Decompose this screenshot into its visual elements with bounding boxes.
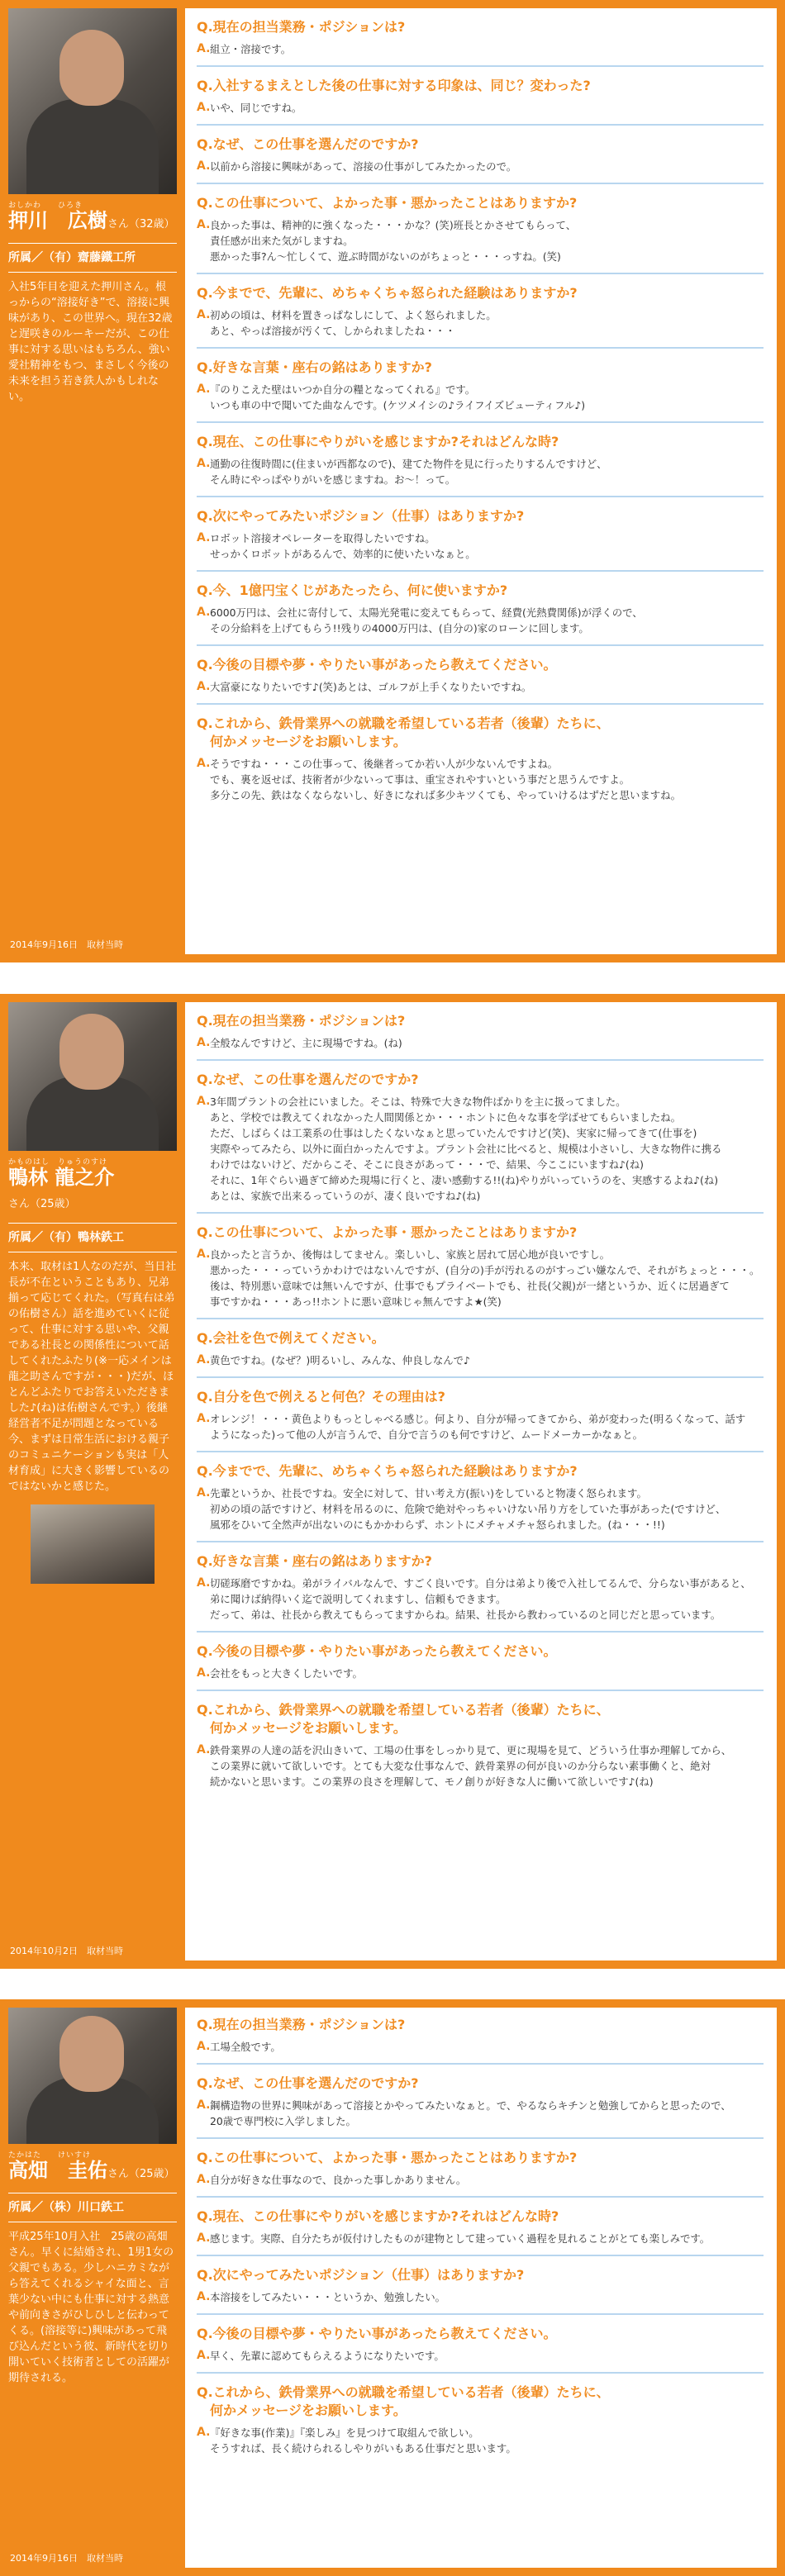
answer-body: 鋼構造物の世界に興味があって溶接とかやってみたいなぁと。で、やるならキチンと勉強してからと思ったので、 20歳で専門校に入学しました。 xyxy=(210,2099,731,2127)
answer-marker: A. xyxy=(197,2231,211,2245)
answer-body: 自分が好きな仕事なので、良かった事しかありません。 xyxy=(210,2174,467,2186)
person-name xyxy=(8,2159,177,2186)
qa-list xyxy=(197,1012,764,1789)
answer-marker: A. xyxy=(197,42,211,55)
question-heading: Q.なぜ、この仕事を選んだのですか? xyxy=(197,2075,419,2091)
profile-photo xyxy=(8,2008,177,2144)
answer-marker: A. xyxy=(197,2426,211,2439)
qa-list xyxy=(197,18,764,803)
answer-text xyxy=(197,1576,764,1623)
answer-body: オレンジ！・・・黄色よりもっとしゃべる感じ。何より、自分が帰ってきてから、弟が変わった(明るくなって、話す ようになった)って他の人が言うんで、自分で言うのも何ですけど、ムードメーカーかなぁと。 xyxy=(210,1413,746,1441)
answer-body: 良かったと言うか、後悔はしてません。楽しいし、家族と居れて居心地が良いですし。 悪かった・・・っていうかわけではないんですが、(自分の)手が汚れるのがすっごい嫌なんで、それがちょっと・・・。 後は、特別悪い意味では無いんですが、仕事でもプライベートでも、社長(父親)が一緒というか、近くに居過ぎて 事ですかね・・・あっ!!ホントに悪い意味じゃ無んですよ★(笑) xyxy=(210,1248,760,1308)
profile-bio: 本来、取材は1人なのだが、当日社長が不在ということもあり、兄弟揃って応じてくれた。（写真右は弟の佑樹さん）話を進めていくに従って、仕事に対する思いや、父親である社長との関係性について話してくれたふたり(※一応メインは龍之助さんですが・・・)だが、ほとんどふたりでお答えいただきました♪(ね)は佑樹さんです。）後継経営者不足が問題となっている今、まずは日常生活における親子のコミュニケーションも実は「人材育成」に大きく影響しているのではないかと感じた。 xyxy=(8,1261,177,1493)
question-heading: Q.これから、鉄骨業界への就職を希望している若者（後輩）たちに、 何かメッセージをお願いします。 xyxy=(197,715,610,749)
answer-text xyxy=(197,1352,764,1368)
answer-text xyxy=(197,217,764,264)
answer-text xyxy=(197,679,764,695)
answer-text xyxy=(197,756,764,803)
age-text: さん（32歳） xyxy=(107,218,175,231)
qa-separator xyxy=(197,2137,764,2139)
question-heading: Q.現在の担当業務・ポジションは? xyxy=(197,19,406,35)
answer-marker: A. xyxy=(197,308,211,321)
question-heading: Q.これから、鉄骨業界への就職を希望している若者（後輩）たちに、 何かメッセージをお願いします。 xyxy=(197,1702,610,1736)
answer-marker: A. xyxy=(197,101,211,114)
qa-separator xyxy=(197,124,764,126)
answer-body: 初めの頃は、材料を置きっぱなしにして、よく怒られました。 あと、やっぱ溶接が汚くて、しかられましたね・・・ xyxy=(210,309,497,337)
answer-text xyxy=(197,1666,764,1681)
name-ruby: おしかわ ひろき xyxy=(8,202,83,210)
name-text: 押川 広樹 xyxy=(8,209,107,232)
qa-separator xyxy=(197,1376,764,1378)
company-label: 所属／（有）齋藤鐵工所 xyxy=(8,251,136,264)
answer-text xyxy=(197,2231,764,2246)
profile-bio: 平成25年10月入社 25歳の高畑さん。早くに結婚され、1男1女の父親でもある。少しハニカミながら答えてくれるシャイな面と、言葉少ない中にも仕事に対する熱意や前向きさがひしひしと伝わってくる。(溶接等に)興味があって飛び込んだという彼、新時代を切り開いていく技術者としての活躍が期待される。 xyxy=(8,2231,174,2384)
answer-text xyxy=(197,2172,764,2188)
answer-text xyxy=(197,2348,764,2364)
qa-separator xyxy=(197,644,764,646)
answer-text xyxy=(197,41,764,57)
answer-text xyxy=(197,2425,764,2456)
profile-photo xyxy=(8,1002,177,1151)
interview-card xyxy=(0,0,785,962)
person-name xyxy=(8,1166,177,1216)
answer-body: 『のりこえた壁はいつか自分の糧となってくれる』です。 いつも車の中で聞いてた曲なんです。(ケツメイシの♪ライフイズビューティフル♪) xyxy=(210,383,586,411)
interview-card xyxy=(0,994,785,1969)
question-heading: Q.今後の目標や夢・やりたい事があったら教えてください。 xyxy=(197,657,557,673)
question-heading: Q.自分を色で例えると何色？その理由は? xyxy=(197,1389,445,1404)
answer-body: 大富豪になりたいです♪(笑)あとは、ゴルフが上手くなりたいですね。 xyxy=(210,681,532,693)
answer-marker: A. xyxy=(197,606,211,619)
answer-text xyxy=(197,100,764,116)
name-text: 鴨林 龍之介 xyxy=(8,1166,115,1189)
answer-marker: A. xyxy=(197,531,211,544)
qa-separator xyxy=(197,1451,764,1452)
answer-text xyxy=(197,1742,764,1789)
qa-list xyxy=(197,2016,764,2456)
question-heading: Q.この仕事について、よかった事・悪かったことはありますか? xyxy=(197,195,578,211)
answer-marker: A. xyxy=(197,1576,211,1590)
person-name xyxy=(8,209,177,236)
question-heading: Q.なぜ、この仕事を選んだのですか? xyxy=(197,1072,419,1087)
qa-separator xyxy=(197,2372,764,2374)
question-heading: Q.現在の担当業務・ポジションは? xyxy=(197,2017,406,2032)
question-heading: Q.現在の担当業務・ポジションは? xyxy=(197,1013,406,1029)
answer-body: 会社をもっと大きくしたいです。 xyxy=(210,1667,363,1680)
name-ruby: たかはた けいすけ xyxy=(8,2151,92,2160)
answer-marker: A. xyxy=(197,1486,211,1499)
answer-marker: A. xyxy=(197,457,211,470)
question-heading: Q.今までで、先輩に、めちゃくちゃ怒られた経験はありますか? xyxy=(197,1463,578,1479)
answer-marker: A. xyxy=(197,2040,211,2053)
qa-separator xyxy=(197,703,764,705)
answer-marker: A. xyxy=(197,1666,211,1680)
answer-body: 先輩というか、社長ですね。安全に対して、甘い考え方(振い)をしていると物凄く怒られます。 初めの頃の話ですけど、材料を吊るのに、危険で絶対やっちゃいけない吊り方をしていた事があった(ですけど、 風邪をひいて全然声が出ないのにもかかわらず、ホントにメチャメチャ怒られました。(ね・・・!!) xyxy=(210,1487,726,1531)
question-heading: Q.これから、鉄骨業界への就職を希望している若者（後輩）たちに、 何かメッセージをお願いします。 xyxy=(197,2384,610,2418)
answer-body: 『好きな事(作業)』『楽しみ』を見つけて取組んで欲しい。 そうすれば、長く続けられるしやりがいもある仕事だと思います。 xyxy=(210,2426,516,2455)
qa-separator xyxy=(197,2255,764,2256)
answer-text xyxy=(197,2289,764,2305)
answer-body: 感じます。実際、自分たちが仮付けしたものが建物として建っていく過程を見れることがとても楽しみです。 xyxy=(210,2232,711,2245)
company-label: 所属／（株）川口鉄工 xyxy=(8,2201,124,2214)
answer-body: 黄色ですね。(なぜ？)明るいし、みんな、仲良しなんで♪ xyxy=(210,1354,470,1366)
answer-body: 工場全般です。 xyxy=(210,2041,281,2053)
answer-text xyxy=(197,1035,764,1051)
question-heading: Q.次にやってみたいポジション（仕事）はありますか? xyxy=(197,2267,525,2283)
interview-card xyxy=(0,1999,785,2576)
qa-separator xyxy=(197,65,764,67)
question-heading: Q.現在、この仕事にやりがいを感じますか?それはどんな時? xyxy=(197,2208,559,2224)
answer-marker: A. xyxy=(197,1248,211,1261)
answer-marker: A. xyxy=(197,159,211,173)
profile-column xyxy=(8,2008,177,2568)
question-heading: Q.今後の目標や夢・やりたい事があったら教えてください。 xyxy=(197,2326,557,2341)
qa-separator xyxy=(197,421,764,423)
answer-marker: A. xyxy=(197,757,211,770)
answer-body: 切磋琢磨ですかね。弟がライバルなんで、すごく良いです。自分は弟より後で入社してるんで、分らない事があると、 弟に聞けば納得いく迄で説明してくれますし、信頼もできます。 だって、弟は、社長から教えてもらってますからね。結果、社長から教わっているのと同じだと思っています。 xyxy=(210,1577,751,1621)
qa-separator xyxy=(197,273,764,274)
question-heading: Q.好きな言葉・座右の銘はありますか? xyxy=(197,1553,432,1569)
question-heading: Q.今、1億円宝くじがあたったら、何に使いますか? xyxy=(197,582,508,598)
qa-separator xyxy=(197,1631,764,1633)
divider xyxy=(8,1223,177,1224)
answer-text xyxy=(197,2039,764,2055)
qa-separator xyxy=(197,570,764,572)
question-heading: Q.会社を色で例えてください。 xyxy=(197,1330,385,1346)
answer-text xyxy=(197,1411,764,1442)
profile-bio: 入社5年目を迎えた押川さん。根っからの“溶接好き”で、溶接に興味があり、この世界へ。現在32歳と遅咲きのルーキーだが、この仕事に対する思いはもちろん、強い愛社精神をもつ、まさしく今後の未来を担う若き鉄人かもしれない。 xyxy=(8,281,173,403)
answer-marker: A. xyxy=(197,2349,211,2362)
answer-text xyxy=(197,307,764,339)
qa-separator xyxy=(197,1690,764,1691)
qa-separator xyxy=(197,1212,764,1214)
brothers-photo xyxy=(31,1504,155,1584)
answer-text xyxy=(197,530,764,562)
profile-column xyxy=(8,1002,177,1961)
answer-body: 組立・溶接です。 xyxy=(210,43,292,55)
answer-text xyxy=(197,456,764,487)
age-text: さん（25歳） xyxy=(107,2168,175,2180)
interview-date: 2014年9月16日 取材当時 xyxy=(10,2553,123,2564)
qa-separator xyxy=(197,347,764,349)
answer-text xyxy=(197,1485,764,1533)
answer-marker: A. xyxy=(197,2173,211,2186)
profile-photo xyxy=(8,8,177,194)
question-heading: Q.入社するまえとした後の仕事に対する印象は、同じ？変わった? xyxy=(197,78,591,93)
answer-marker: A. xyxy=(197,1412,211,1425)
answer-text xyxy=(197,2098,764,2129)
divider xyxy=(8,243,177,244)
answer-text xyxy=(197,605,764,636)
answer-body: 良かった事は、精神的に強くなった・・・かな？(笑)班長とかさせてもらって、 責任感が出来た気がしますね。 悪かった事?ん〜忙しくて、遊ぶ時間がないのがちょっと・・・っすね。(笑) xyxy=(210,219,577,263)
answer-text xyxy=(197,1094,764,1204)
answer-body: 6000万円は、会社に寄付して、太陽光発電に変えてもらって、経費(光熱費関係)が浮くので、 その分給料を上げてもらう!!残りの4000万円は、(自分の)家のローンに回します。 xyxy=(210,606,643,634)
qa-separator xyxy=(197,2196,764,2198)
interview-date: 2014年9月16日 取材当時 xyxy=(10,939,123,950)
answer-marker: A. xyxy=(197,2290,211,2303)
profile-column xyxy=(8,8,177,954)
answer-body: 以前から溶接に興味があって、溶接の仕事がしてみたかったので。 xyxy=(210,160,517,173)
answer-body: 全般なんですけど、主に現場ですね。(ね) xyxy=(210,1037,402,1049)
answer-marker: A. xyxy=(197,2098,211,2112)
qa-separator xyxy=(197,2313,764,2315)
answer-body: 鉄骨業界の人達の話を沢山きいて、工場の仕事をしっかり見て、更に現場を見て、どういう仕事か理解してから、 この業界に就いて欲しいです。とても大変な仕事なんで、鉄骨業界の何が良いのか分らない素事働くと、絶対 続かないと思います。この業界の良さを理解して、モノ創りが好きな人に働いて欲しいです♪(ね) xyxy=(210,1744,732,1788)
qa-separator xyxy=(197,496,764,497)
answer-body: 3年間プラントの会社にいました。そこは、特殊で大きな物件ばかりを主に扱ってました。 あと、学校では教えてくれなかった人間関係とか・・・ホントに色々な事を学ばせてもらいましたね。 ただ、しばらくは工業系の仕事はしたくないなぁと思っていたんですけど(笑)、実家に帰ってきて(仕事を) 実際やってみたら、以外に面白かったんですよ。プラント会社に比べると、規模は小さいし、大きな物件に携る わけではないけど、だからこそ、そこに良さがあって・・・で、結果、今ここにいますね♪(ね) それに、1年ぐらい過ぎて締めた現場に行くと、凄い感動する!!(ね)やりがいっていうのを、実感するよね♪(ね) あとは、家族で出来るっていうのが、凄く良いですね♪(ね) xyxy=(210,1096,722,1202)
question-heading: Q.今後の目標や夢・やりたい事があったら教えてください。 xyxy=(197,1643,557,1659)
age-text: さん（25歳） xyxy=(8,1198,76,1210)
question-heading: Q.現在、この仕事にやりがいを感じますか?それはどんな時? xyxy=(197,434,559,449)
answer-body: 通勤の往復時間に(住まいが西都なので)、建てた物件を見に行ったりするんですけど、 そん時にやっぱやりがいを感じますね。お〜！って。 xyxy=(210,458,607,486)
answer-marker: A. xyxy=(197,1353,211,1366)
answer-marker: A. xyxy=(197,680,211,693)
answer-text xyxy=(197,382,764,413)
answer-text xyxy=(197,1247,764,1309)
name-ruby: かものはし りゅうのすけ xyxy=(8,1158,108,1167)
qa-separator xyxy=(197,1059,764,1061)
answer-text xyxy=(197,159,764,174)
answer-body: 本溶接をしてみたい・・・というか、勉強したい。 xyxy=(210,2291,445,2303)
interview-date: 2014年10月2日 取材当時 xyxy=(10,1946,123,1956)
question-heading: Q.次にやってみたいポジション（仕事）はありますか? xyxy=(197,508,525,524)
question-heading: Q.なぜ、この仕事を選んだのですか? xyxy=(197,136,419,152)
qa-separator xyxy=(197,2063,764,2065)
answer-body: ロボット溶接オペレーターを取得したいですね。 せっかくロボットがあるんで、効率的に使いたいなぁと。 xyxy=(210,532,476,560)
name-text: 高畑 圭佑 xyxy=(8,2159,107,2182)
qa-separator xyxy=(197,183,764,184)
answer-body: いや、同じですね。 xyxy=(210,102,302,114)
qa-separator xyxy=(197,1318,764,1319)
answer-body: そうですね・・・この仕事って、後継者ってか若い人が少ないんですよね。 でも、裏を返せば、技術者が少ないって事は、重宝されやすいという事だと思うんですよ。 多分この先、鉄はなくならないし、好きになれば多少キツくても、やっていけるはずだと思いますね。 xyxy=(210,758,681,801)
company-label: 所属／（有）鴨林鉄工 xyxy=(8,1231,124,1244)
answer-marker: A. xyxy=(197,218,211,231)
question-heading: Q.この仕事について、よかった事・悪かったことはありますか? xyxy=(197,2150,578,2165)
answer-body: 早く、先輩に認めてもらえるようになりたいです。 xyxy=(210,2350,445,2362)
answer-marker: A. xyxy=(197,1036,211,1049)
question-heading: Q.今までで、先輩に、めちゃくちゃ怒られた経験はありますか? xyxy=(197,285,578,301)
qa-separator xyxy=(197,1541,764,1542)
divider xyxy=(8,272,177,273)
question-heading: Q.好きな言葉・座右の銘はありますか? xyxy=(197,359,432,375)
answer-marker: A. xyxy=(197,1095,211,1108)
answer-marker: A. xyxy=(197,383,211,396)
question-heading: Q.この仕事について、よかった事・悪かったことはありますか? xyxy=(197,1224,578,1240)
answer-marker: A. xyxy=(197,1743,211,1756)
